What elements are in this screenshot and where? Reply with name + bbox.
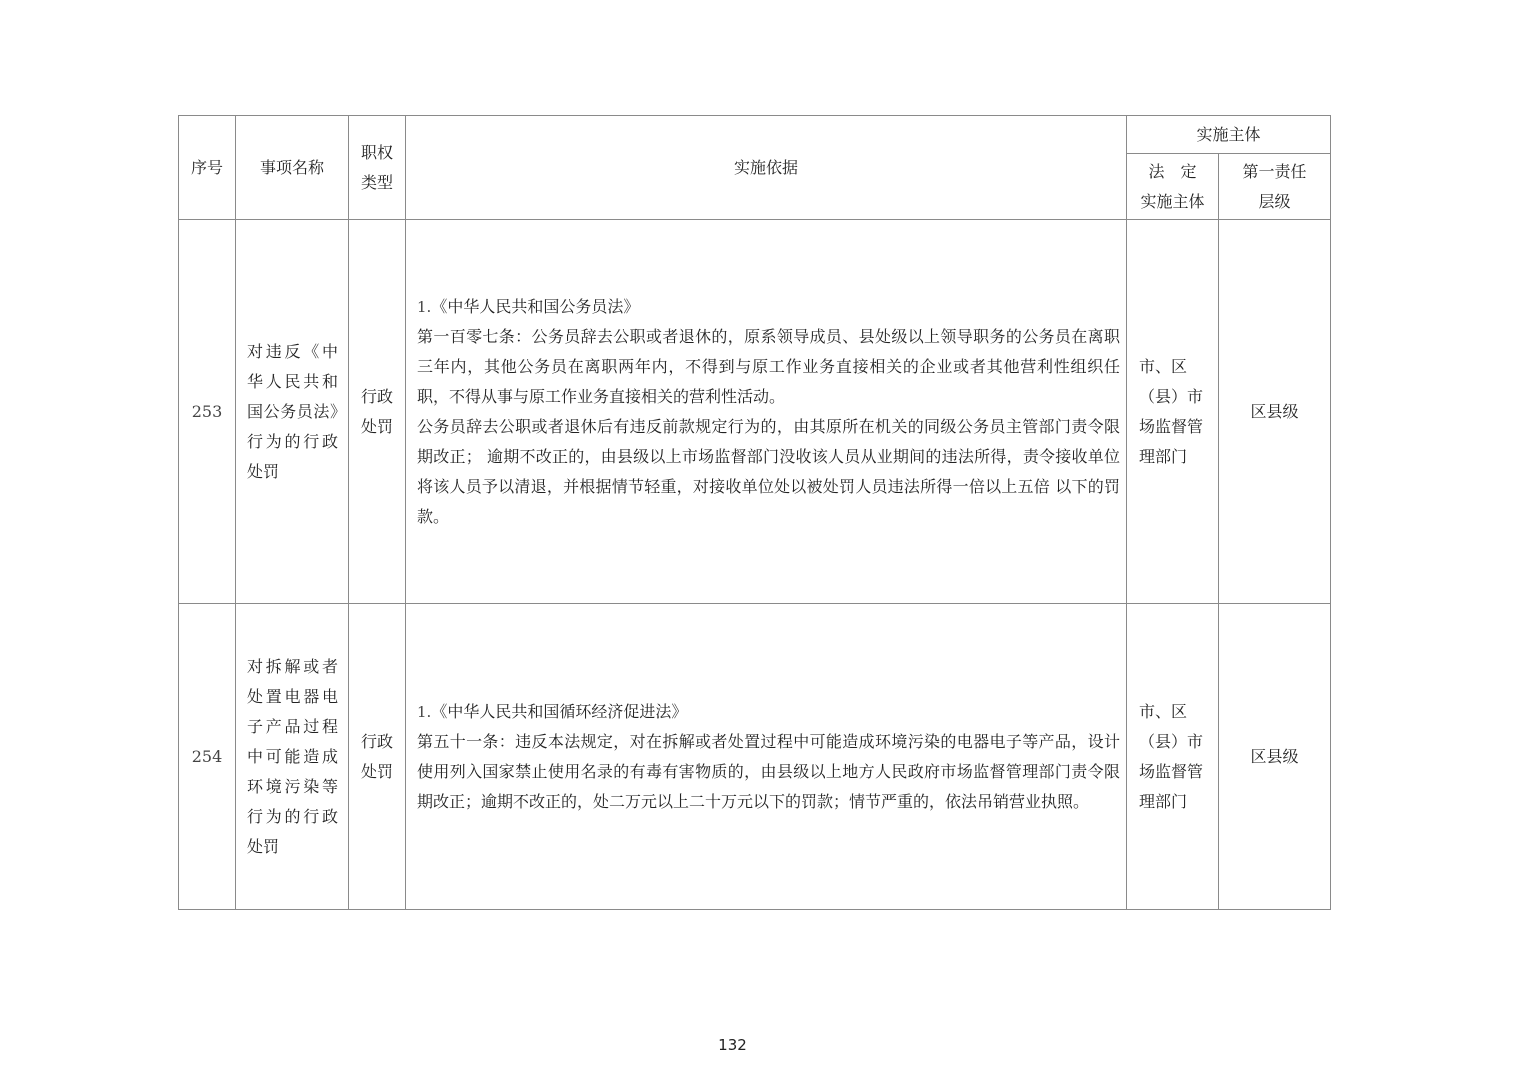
header-authority-type-line2: 类型 [360,172,393,192]
header-authority-type [349,116,406,220]
row-authority-type [349,604,406,910]
row-authority-type-line1: 行政 [360,731,393,751]
row-authority-type-line2: 处罚 [360,761,393,781]
row-authority-type-line2: 处罚 [360,416,393,436]
basis-paragraph: 第一百零七条：公务员辞去公职或者退休的，原系领导成员、县处级以上领导职务的公务员在离职三年内，其他公务员在离职两年内，不得到与原工作业务直接相关的企业或者其他营利性组织任职，不得从事与原工作业务直接相关的营利性活动。 [417,326,1120,406]
row-authority-type [349,220,406,604]
row-basis [406,604,1127,910]
basis-law-title: 1.《中华人民共和国循环经济促进法》 [417,701,688,721]
page-number: 132 [718,1036,747,1054]
row-item-name: 对违反《中华人民共和国公务员法》行为的行政处罚 [236,220,349,604]
row-seq: 253 [179,220,236,604]
basis-paragraph: 公务员辞去公职或者退休后有违反前款规定行为的，由其原所在机关的同级公务员主管部门责令限期改正； 逾期不改正的，由县级以上市场监督部门没收该人员从业期间的违法所得，责令接收单位 将该人员予以清退，并根据情节轻重，对接收单位处以被处罚人员违法所得一倍以上五倍 以下的罚款。 [417,416,1120,526]
header-seq: 序号 [179,116,236,220]
header-row-top [179,116,1331,154]
header-legal-subject-line2: 实施主体 [1140,191,1205,211]
row-first-level: 区县级 [1219,220,1331,604]
row-first-level: 区县级 [1219,604,1331,910]
header-first-level-line2: 层级 [1258,191,1291,211]
basis-law-title: 1.《中华人民共和国公务员法》 [417,296,640,316]
header-legal-subject-line1: 法 定 [1148,161,1197,181]
row-legal-subject: 市、区（县）市场监督管理部门 [1127,220,1219,604]
table-row [179,220,1331,604]
row-basis [406,220,1127,604]
row-item-name: 对拆解或者处置电器电子产品过程中可能造成环境污染等行为的行政处罚 [236,604,349,910]
header-first-level-line1: 第一责任 [1242,161,1307,181]
table-row [179,604,1331,910]
header-authority-type-line1: 职权 [360,142,393,162]
header-legal-subject [1127,154,1219,220]
header-item-name: 事项名称 [236,116,349,220]
header-subject-group: 实施主体 [1127,116,1331,154]
row-seq: 254 [179,604,236,910]
header-basis: 实施依据 [406,116,1127,220]
main-table [178,115,1331,910]
row-authority-type-line1: 行政 [360,386,393,406]
header-first-level [1219,154,1331,220]
basis-paragraph: 第五十一条：违反本法规定，对在拆解或者处置过程中可能造成环境污染的电器电子等产品，设计使用列入国家禁止使用名录的有毒有害物质的，由县级以上地方人民政府市场监督管理部门责令限期改正；逾期不改正的，处二万元以上二十万元以下的罚款；情节严重的，依法吊销营业执照。 [417,731,1120,811]
row-legal-subject: 市、区（县）市场监督管理部门 [1127,604,1219,910]
